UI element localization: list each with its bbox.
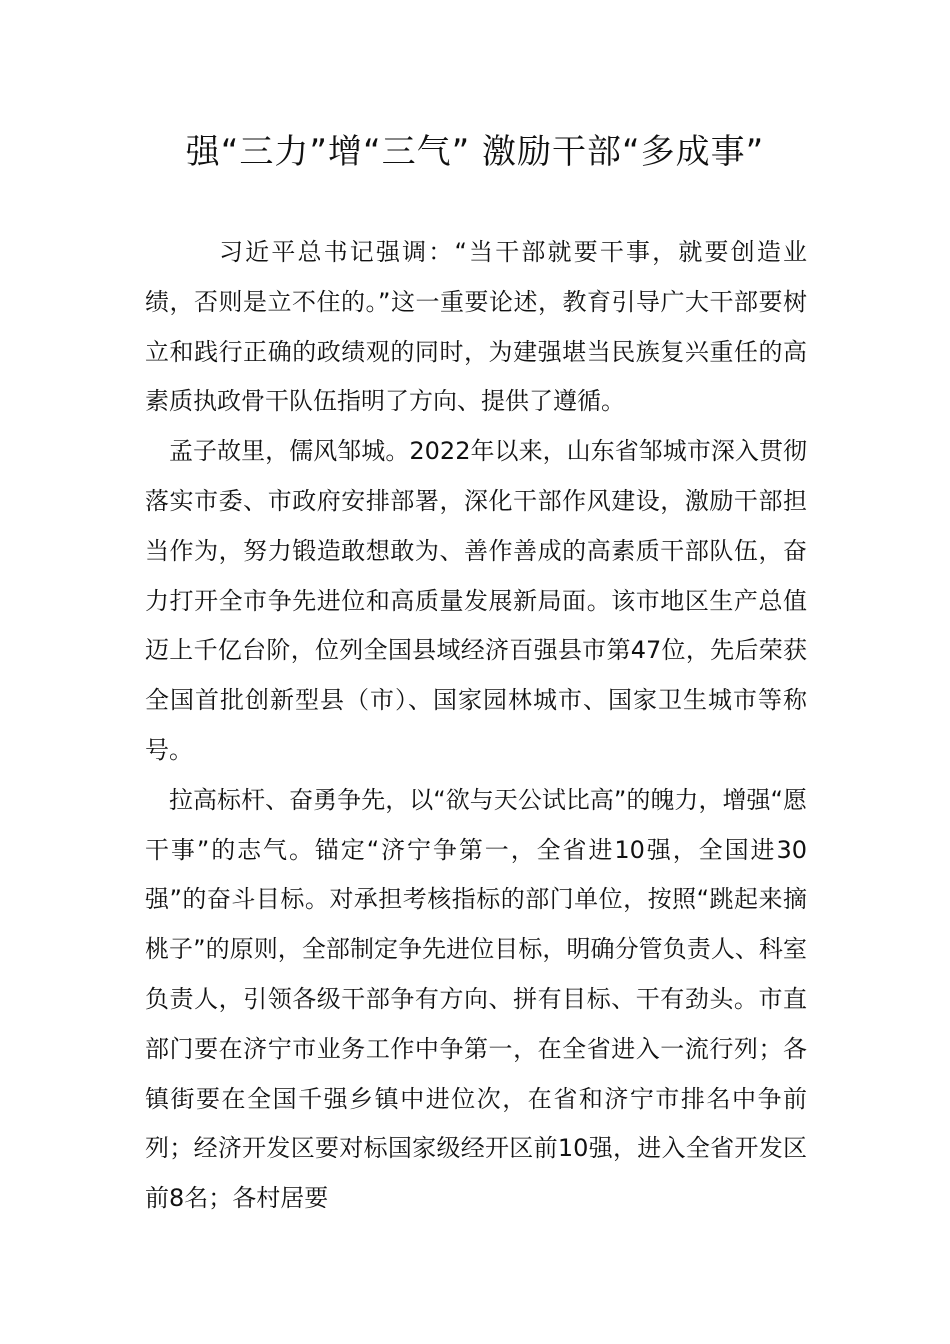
document-body	[145, 228, 807, 1224]
paragraph-zoucheng: 孟子故里，儒风邹城。2022年以来，山东省邹城市深入贯彻落实市委、市政府安排部署，深化干部作风建设，激励干部担当作为，努力锻造敢想敢为、善作善成的高素质干部队伍，奋力打开全市争先进位和高质量发展新局面。该市地区生产总值迈上千亿台阶，位列全国县域经济百强县市第47位，先后荣获全国首批创新型县（市）、国家园林城市、国家卫生城市等称号。	[145, 437, 807, 764]
paragraph-benchmark: 拉高标杆、奋勇争先，以“欲与天公试比高”的魄力，增强“愿干事”的志气。锚定“济宁争第一，全省进10强，全国进30强”的奋斗目标。对承担考核指标的部门单位，按照“跳起来摘桃子”的原则，全部制定争先进位目标，明确分管负责人、科室负责人，引领各级干部争有方向、拼有目标、干有劲头。市直部门要在济宁市业务工作中争第一，在全省进入一流行列；各镇街要在全国千强乡镇中进位次，在省和济宁市排名中争前列；经济开发区要对标国家级经开区前10强，进入全省开发区前8名；各村居要	[145, 785, 807, 1213]
document-title: 强“三力”增“三气” 激励干部“多成事”	[185, 132, 765, 172]
paragraph-intro: 习近平总书记强调：“当干部就要干事，就要创造业绩，否则是立不住的。”这一重要论述，教育引导广大干部要树立和践行正确的政绩观的同时，为建强堪当民族复兴重任的高素质执政骨干队伍指明了方向、提供了遵循。	[145, 238, 807, 416]
